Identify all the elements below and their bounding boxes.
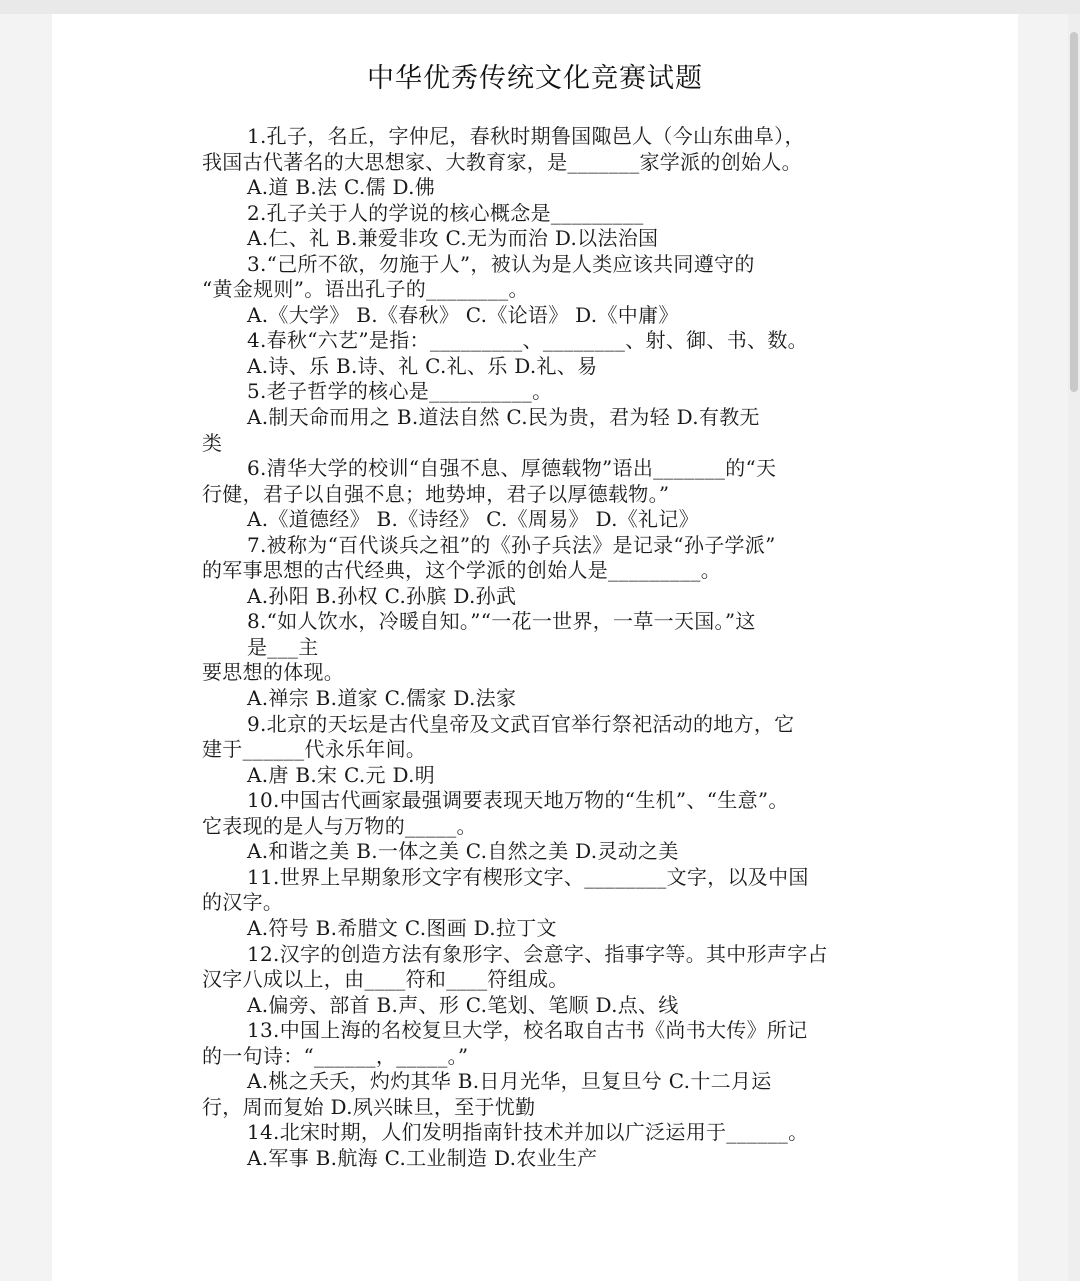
- text-line: 13.中国上海的名校复旦大学，校名取自古书《尚书大传》所记: [247, 1018, 808, 1043]
- text-line: A.仁、礼 B.兼爱非攻 C.无为而治 D.以法治国: [247, 226, 659, 251]
- text-line: A.偏旁、部首 B.声、形 C.笔划、笔顺 D.点、线: [247, 992, 679, 1017]
- text-line: 1.孔子，名丘，字仲尼，春秋时期鲁国陬邑人（今山东曲阜），: [247, 124, 805, 148]
- text-line: 要思想的体现。: [202, 660, 345, 685]
- text-line: 12.汉字的创造方法有象形字、会意字、指事字等。其中形声字占: [247, 941, 828, 966]
- text-line: 建于______代永乐年间。: [202, 737, 427, 762]
- text-line: 行，周而复始 D.夙兴昧旦，至于忧勤: [202, 1094, 536, 1119]
- text-line: A.禅宗 B.道家 C.儒家 D.法家: [247, 686, 517, 711]
- text-line: A.唐 B.宋 C.元 D.明: [247, 762, 436, 787]
- text-line: A.符号 B.希腊文 C.图画 D.拉丁文: [247, 915, 557, 940]
- text-line: A.军事 B.航海 C.工业制造 D.农业生产: [247, 1145, 598, 1170]
- text-line: 行健，君子以自强不息；地势坤，君子以厚德载物。”: [202, 481, 670, 506]
- text-line: 的汉字。: [202, 890, 284, 915]
- text-line: 9.北京的天坛是古代皇帝及文武百官举行祭祀活动的地方，它: [247, 711, 795, 736]
- text-line: 5.老子哲学的核心是__________。: [247, 379, 553, 404]
- text-line: A.桃之夭夭，灼灼其华 B.日月光华，旦复旦兮 C.十二月运: [247, 1069, 772, 1094]
- text-line: A.《大学》 B.《春秋》 C.《论语》 D.《中庸》: [247, 302, 679, 327]
- text-line: 10.中国古代画家最强调要表现天地万物的“生机”、“生意”。: [247, 788, 789, 813]
- text-line: 4.春秋“六艺”是指：_________、________、射、御、书、数。: [247, 328, 808, 353]
- text-line: 汉字八成以上，由____符和____符组成。: [202, 967, 569, 992]
- text-line: 是___主: [247, 634, 319, 659]
- text-line: 11.世界上早期象形文字有楔形文字、________文字，以及中国: [247, 864, 809, 889]
- text-line: 它表现的是人与万物的_____。: [202, 813, 477, 838]
- scrollbar-thumb[interactable]: [1070, 32, 1078, 392]
- text-line: 类: [202, 430, 223, 455]
- text-line: A.和谐之美 B.一体之美 C.自然之美 D.灵动之美: [247, 839, 679, 864]
- text-line: 14.北宋时期，人们发明指南针技术并加以广泛运用于______。: [247, 1120, 809, 1145]
- text-line: 7.被称为“百代谈兵之祖”的《孙子兵法》是记录“孙子学派”: [247, 532, 776, 557]
- text-line: A.制天命而用之 B.道法自然 C.民为贵，君为轻 D.有教无: [247, 405, 760, 430]
- question-list: [202, 124, 892, 1171]
- text-line: 我国古代著名的大思想家、大教育家，是_______家学派的创始人。: [202, 149, 802, 174]
- text-line: 2.孔子关于人的学说的核心概念是_________: [247, 200, 644, 225]
- text-line: A.《道德经》 B.《诗经》 C.《周易》 D.《礼记》: [247, 507, 699, 532]
- text-line: “黄金规则”。语出孔子的________。: [202, 277, 529, 302]
- viewer-top-bar: [0, 0, 1080, 14]
- text-line: 6.清华大学的校训“自强不息、厚德载物”语出_______的“天: [247, 456, 777, 481]
- text-line: A.孙阳 B.孙权 C.孙膑 D.孙武: [247, 583, 517, 608]
- text-line: 的军事思想的古代经典，这个学派的创始人是_________。: [202, 558, 721, 583]
- text-line: 8.“如人饮水，冷暖自知。”“一花一世界，一草一天国。”这: [247, 609, 756, 634]
- page-title: 中华优秀传统文化竞赛试题: [367, 63, 703, 94]
- scrollbar[interactable]: [1068, 14, 1080, 1281]
- text-line: 3.“己所不欲，勿施于人”，被认为是人类应该共同遵守的: [247, 251, 755, 276]
- document-page: [52, 14, 1018, 1281]
- text-line: 的一句诗：“______，_____。”: [202, 1043, 469, 1068]
- text-line: A.道 B.法 C.儒 D.佛: [247, 175, 436, 200]
- text-line: A.诗、乐 B.诗、礼 C.礼、乐 D.礼、易: [247, 353, 598, 378]
